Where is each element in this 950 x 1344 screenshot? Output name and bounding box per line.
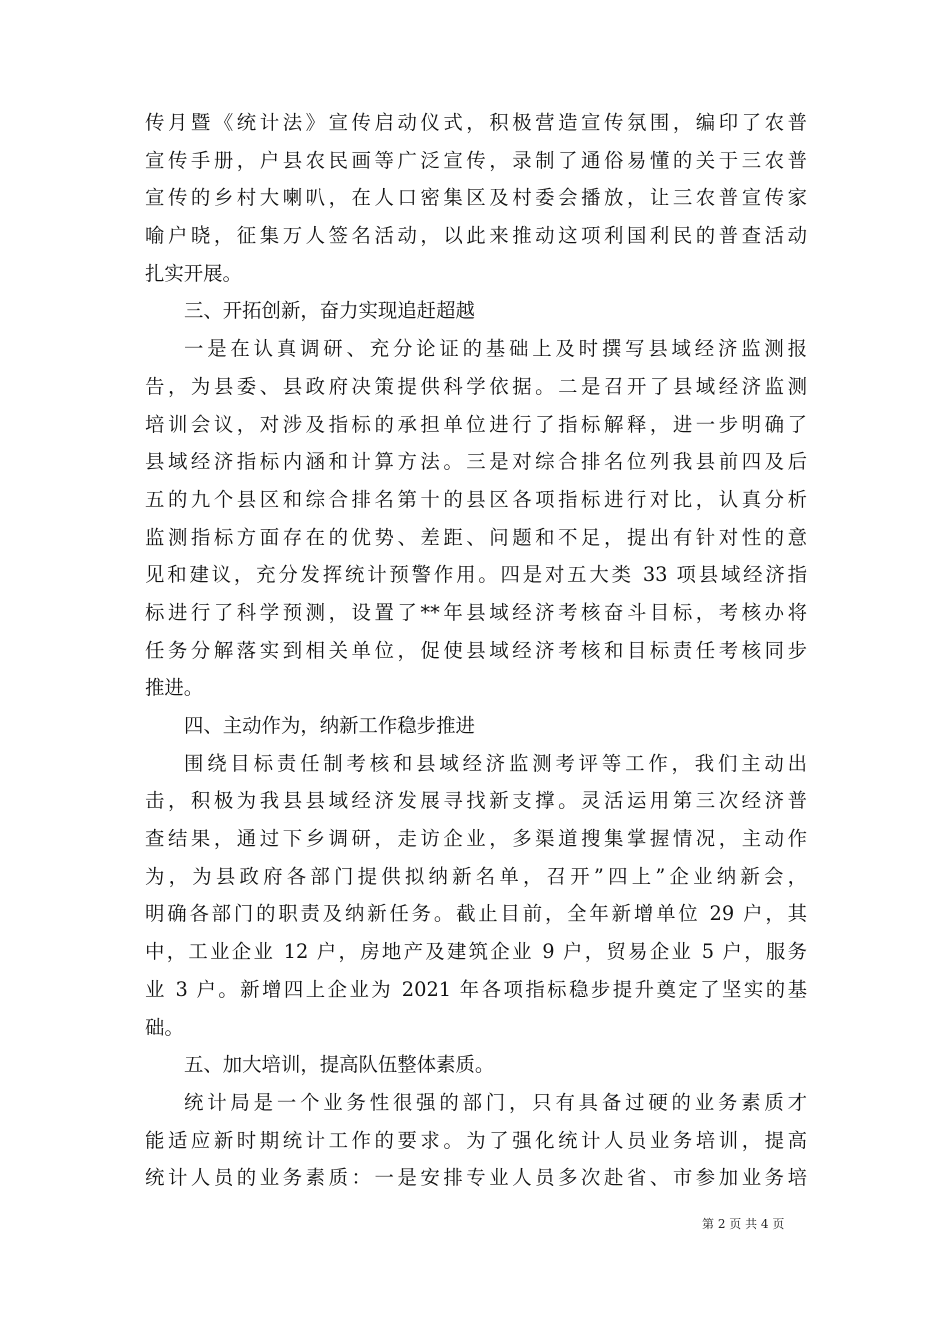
text-line: 宣传手册，户县农民画等广泛宣传，录制了通俗易懂的关于三农普 (145, 148, 807, 172)
text-line: 推进。 (145, 676, 204, 700)
text-line: 为，为县政府各部门提供拟纳新名单，召开”四上”企业纳新会， (145, 864, 807, 888)
text-line: 监测指标方面存在的优势、差距、问题和不足，提出有针对性的意 (145, 525, 807, 549)
text-line: 统计人员的业务素质：一是安排专业人员多次赴省、市参加业务培 (145, 1166, 807, 1190)
text-line: 中，工业企业 12 户，房地产及建筑企业 9 户，贸易企业 5 户，服务 (145, 940, 807, 964)
text-line: 能适应新时期统计工作的要求。为了强化统计人员业务培训，提高 (145, 1128, 807, 1152)
text-line: 培训会议，对涉及指标的承担单位进行了指标解释，进一步明确了 (145, 412, 807, 436)
section-heading: 五、加大培训，提高队伍整体素质。 (184, 1053, 495, 1077)
text-line: 础。 (145, 1015, 184, 1039)
text-line: 传月暨《统计法》宣传启动仪式，积极营造宣传氛围，编印了农普 (145, 111, 807, 134)
text-line: 扎实开展。 (145, 261, 242, 285)
text-line: 围绕目标责任制考核和县域经济监测考评等工作，我们主动出 (184, 751, 807, 775)
text-line: 五的九个县区和综合排名第十的县区各项指标进行对比，认真分析 (145, 487, 807, 511)
text-line: 统计局是一个业务性很强的部门，只有具备过硬的业务素质才 (184, 1090, 807, 1114)
section-heading: 三、开拓创新，奋力实现追赶超越 (184, 299, 475, 323)
text-line: 县域经济指标内涵和计算方法。三是对综合排名位列我县前四及后 (145, 450, 807, 474)
text-line: 击，积极为我县县域经济发展寻找新支撑。灵活运用第三次经济普 (145, 789, 807, 813)
body-text (145, 104, 807, 1197)
text-line: 查结果，通过下乡调研，走访企业，多渠道搜集掌握情况，主动作 (145, 827, 807, 851)
text-line: 告，为县委、县政府决策提供科学依据。二是召开了县域经济监测 (145, 374, 807, 398)
text-line: 标进行了科学预测，设置了**年县域经济考核奋斗目标，考核办将 (145, 600, 807, 624)
text-line: 任务分解落实到相关单位，促使县域经济考核和目标责任考核同步 (145, 638, 807, 662)
section-heading: 四、主动作为，纳新工作稳步推进 (184, 714, 475, 737)
text-line: 一是在认真调研、充分论证的基础上及时撰写县域经济监测报 (184, 337, 807, 361)
text-line: 宣传的乡村大喇叭，在人口密集区及村委会播放，让三农普宣传家 (145, 186, 807, 210)
text-line: 喻户晓，征集万人签名活动，以此来推动这项利国利民的普查活动 (145, 224, 807, 248)
text-line: 业 3 户。新增四上企业为 2021 年各项指标稳步提升奠定了坚实的基 (145, 977, 807, 1001)
text-line: 明确各部门的职责及纳新任务。截止目前，全年新增单位 29 户，其 (145, 902, 808, 926)
text-line: 见和建议，充分发挥统计预警作用。四是对五大类 33 项县域经济指 (145, 563, 807, 587)
page-number: 第 2 页 共 4 页 (702, 1217, 785, 1231)
